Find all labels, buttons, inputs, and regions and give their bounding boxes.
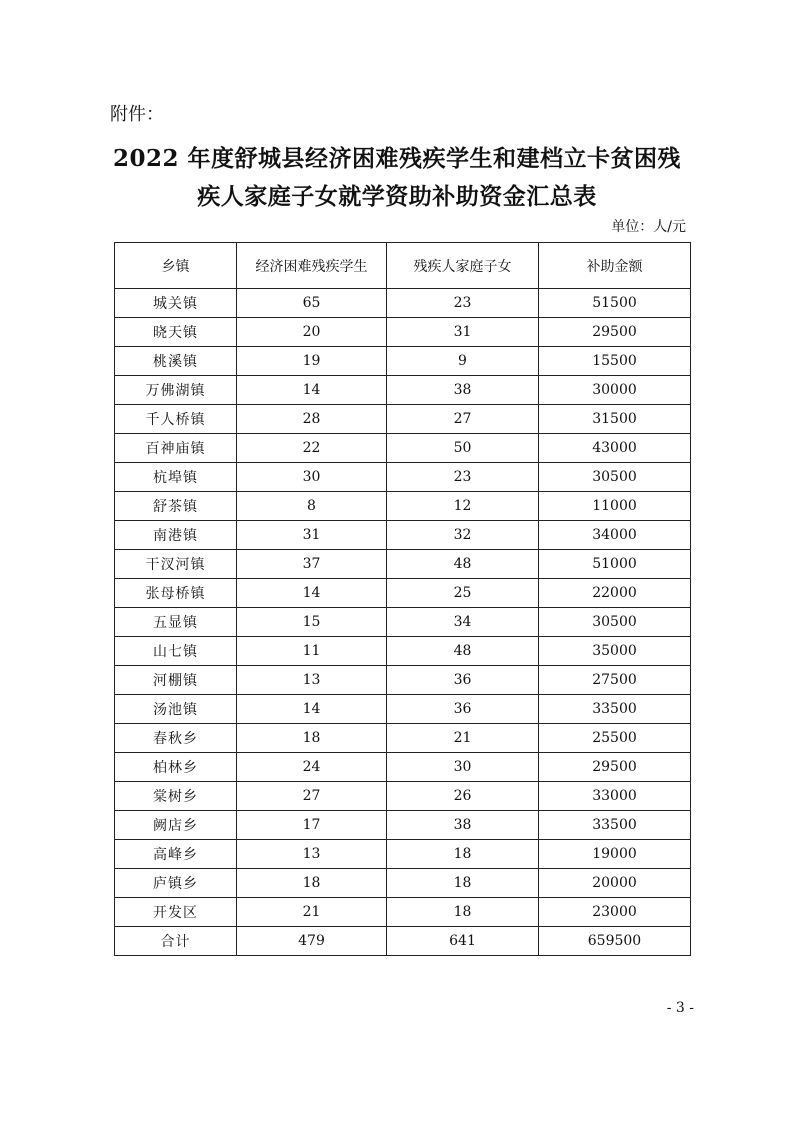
needy-students-cell: 37 — [237, 550, 387, 579]
town-cell: 河棚镇 — [115, 666, 237, 695]
attachment-label: 附件： — [110, 104, 164, 125]
needy-students-cell: 65 — [237, 289, 387, 318]
subsidy-amount-cell: 29500 — [539, 753, 691, 782]
table-row — [115, 521, 691, 550]
table-row — [115, 289, 691, 318]
subsidy-amount-cell: 29500 — [539, 318, 691, 347]
town-cell: 开发区 — [115, 898, 237, 927]
family-children-cell: 27 — [387, 405, 539, 434]
table-row — [115, 724, 691, 753]
table-row — [115, 347, 691, 376]
town-cell: 干汊河镇 — [115, 550, 237, 579]
family-children-cell: 12 — [387, 492, 539, 521]
subsidy-amount-cell: 20000 — [539, 869, 691, 898]
subsidy-amount-cell: 51500 — [539, 289, 691, 318]
town-cell: 棠树乡 — [115, 782, 237, 811]
table-total-row — [115, 927, 691, 956]
family-children-cell: 18 — [387, 840, 539, 869]
needy-students-cell: 31 — [237, 521, 387, 550]
subsidy-amount-cell: 15500 — [539, 347, 691, 376]
town-cell: 晓天镇 — [115, 318, 237, 347]
subsidy-amount-cell: 31500 — [539, 405, 691, 434]
subsidy-amount-cell: 659500 — [539, 927, 691, 956]
town-cell: 杭埠镇 — [115, 463, 237, 492]
family-children-cell: 36 — [387, 695, 539, 724]
needy-students-cell: 14 — [237, 579, 387, 608]
needy-students-cell: 13 — [237, 666, 387, 695]
family-children-cell: 18 — [387, 869, 539, 898]
town-cell: 张母桥镇 — [115, 579, 237, 608]
town-cell: 阙店乡 — [115, 811, 237, 840]
subsidy-amount-cell: 25500 — [539, 724, 691, 753]
table-body — [115, 289, 691, 956]
needy-students-cell: 22 — [237, 434, 387, 463]
table-row — [115, 434, 691, 463]
subsidy-amount-cell: 27500 — [539, 666, 691, 695]
table-row — [115, 840, 691, 869]
family-children-cell: 18 — [387, 898, 539, 927]
needy-students-cell: 21 — [237, 898, 387, 927]
subsidy-amount-cell: 33000 — [539, 782, 691, 811]
subsidy-amount-cell: 43000 — [539, 434, 691, 463]
needy-students-cell: 15 — [237, 608, 387, 637]
needy-students-cell: 20 — [237, 318, 387, 347]
needy-students-cell: 18 — [237, 724, 387, 753]
subsidy-amount-cell: 34000 — [539, 521, 691, 550]
needy-students-cell: 479 — [237, 927, 387, 956]
table-row — [115, 695, 691, 724]
needy-students-cell: 17 — [237, 811, 387, 840]
header-needy-disabled-students: 经济困难残疾学生 — [237, 243, 387, 289]
table-row — [115, 782, 691, 811]
family-children-cell: 23 — [387, 463, 539, 492]
table-row — [115, 550, 691, 579]
table-row — [115, 666, 691, 695]
needy-students-cell: 24 — [237, 753, 387, 782]
subsidy-amount-cell: 11000 — [539, 492, 691, 521]
town-cell: 南港镇 — [115, 521, 237, 550]
table-row — [115, 811, 691, 840]
town-cell: 桃溪镇 — [115, 347, 237, 376]
town-cell: 汤池镇 — [115, 695, 237, 724]
needy-students-cell: 8 — [237, 492, 387, 521]
town-cell: 山七镇 — [115, 637, 237, 666]
table-row — [115, 608, 691, 637]
subsidy-amount-cell: 30500 — [539, 463, 691, 492]
table-row — [115, 492, 691, 521]
needy-students-cell: 11 — [237, 637, 387, 666]
table-row — [115, 579, 691, 608]
family-children-cell: 26 — [387, 782, 539, 811]
needy-students-cell: 19 — [237, 347, 387, 376]
table-header-row — [115, 243, 691, 289]
subsidy-amount-cell: 33500 — [539, 695, 691, 724]
family-children-cell: 48 — [387, 637, 539, 666]
family-children-cell: 48 — [387, 550, 539, 579]
subsidy-amount-cell: 33500 — [539, 811, 691, 840]
family-children-cell: 23 — [387, 289, 539, 318]
family-children-cell: 9 — [387, 347, 539, 376]
needy-students-cell: 28 — [237, 405, 387, 434]
town-cell: 舒茶镇 — [115, 492, 237, 521]
table-row — [115, 318, 691, 347]
needy-students-cell: 18 — [237, 869, 387, 898]
town-cell: 百神庙镇 — [115, 434, 237, 463]
needy-students-cell: 14 — [237, 695, 387, 724]
header-subsidy-amount: 补助金额 — [539, 243, 691, 289]
town-cell: 千人桥镇 — [115, 405, 237, 434]
family-children-cell: 641 — [387, 927, 539, 956]
table-row — [115, 869, 691, 898]
town-cell: 合计 — [115, 927, 237, 956]
subsidy-amount-cell: 30000 — [539, 376, 691, 405]
page-number: - 3 - — [666, 1000, 694, 1016]
subsidy-summary-table — [114, 242, 691, 956]
table-row — [115, 753, 691, 782]
family-children-cell: 50 — [387, 434, 539, 463]
family-children-cell: 38 — [387, 811, 539, 840]
subsidy-amount-cell: 22000 — [539, 579, 691, 608]
document-title-line-1: 2022 年度舒城县经济困难残疾学生和建档立卡贫困残 — [112, 145, 682, 172]
family-children-cell: 25 — [387, 579, 539, 608]
table-row — [115, 898, 691, 927]
needy-students-cell: 13 — [237, 840, 387, 869]
table-row — [115, 637, 691, 666]
family-children-cell: 31 — [387, 318, 539, 347]
subsidy-amount-cell: 35000 — [539, 637, 691, 666]
document-title-line-2: 疾人家庭子女就学资助补助资金汇总表 — [197, 183, 597, 210]
table-row — [115, 463, 691, 492]
subsidy-amount-cell: 30500 — [539, 608, 691, 637]
subsidy-amount-cell: 23000 — [539, 898, 691, 927]
subsidy-amount-cell: 51000 — [539, 550, 691, 579]
family-children-cell: 30 — [387, 753, 539, 782]
family-children-cell: 32 — [387, 521, 539, 550]
family-children-cell: 34 — [387, 608, 539, 637]
family-children-cell: 38 — [387, 376, 539, 405]
town-cell: 城关镇 — [115, 289, 237, 318]
needy-students-cell: 30 — [237, 463, 387, 492]
town-cell: 柏林乡 — [115, 753, 237, 782]
subsidy-amount-cell: 19000 — [539, 840, 691, 869]
family-children-cell: 36 — [387, 666, 539, 695]
header-town: 乡镇 — [115, 243, 237, 289]
town-cell: 五显镇 — [115, 608, 237, 637]
town-cell: 万佛湖镇 — [115, 376, 237, 405]
needy-students-cell: 14 — [237, 376, 387, 405]
town-cell: 春秋乡 — [115, 724, 237, 753]
town-cell: 高峰乡 — [115, 840, 237, 869]
table-row — [115, 376, 691, 405]
family-children-cell: 21 — [387, 724, 539, 753]
table-row — [115, 405, 691, 434]
unit-label: 单位：人/元 — [611, 219, 686, 235]
town-cell: 庐镇乡 — [115, 869, 237, 898]
needy-students-cell: 27 — [237, 782, 387, 811]
header-disabled-family-children: 残疾人家庭子女 — [387, 243, 539, 289]
